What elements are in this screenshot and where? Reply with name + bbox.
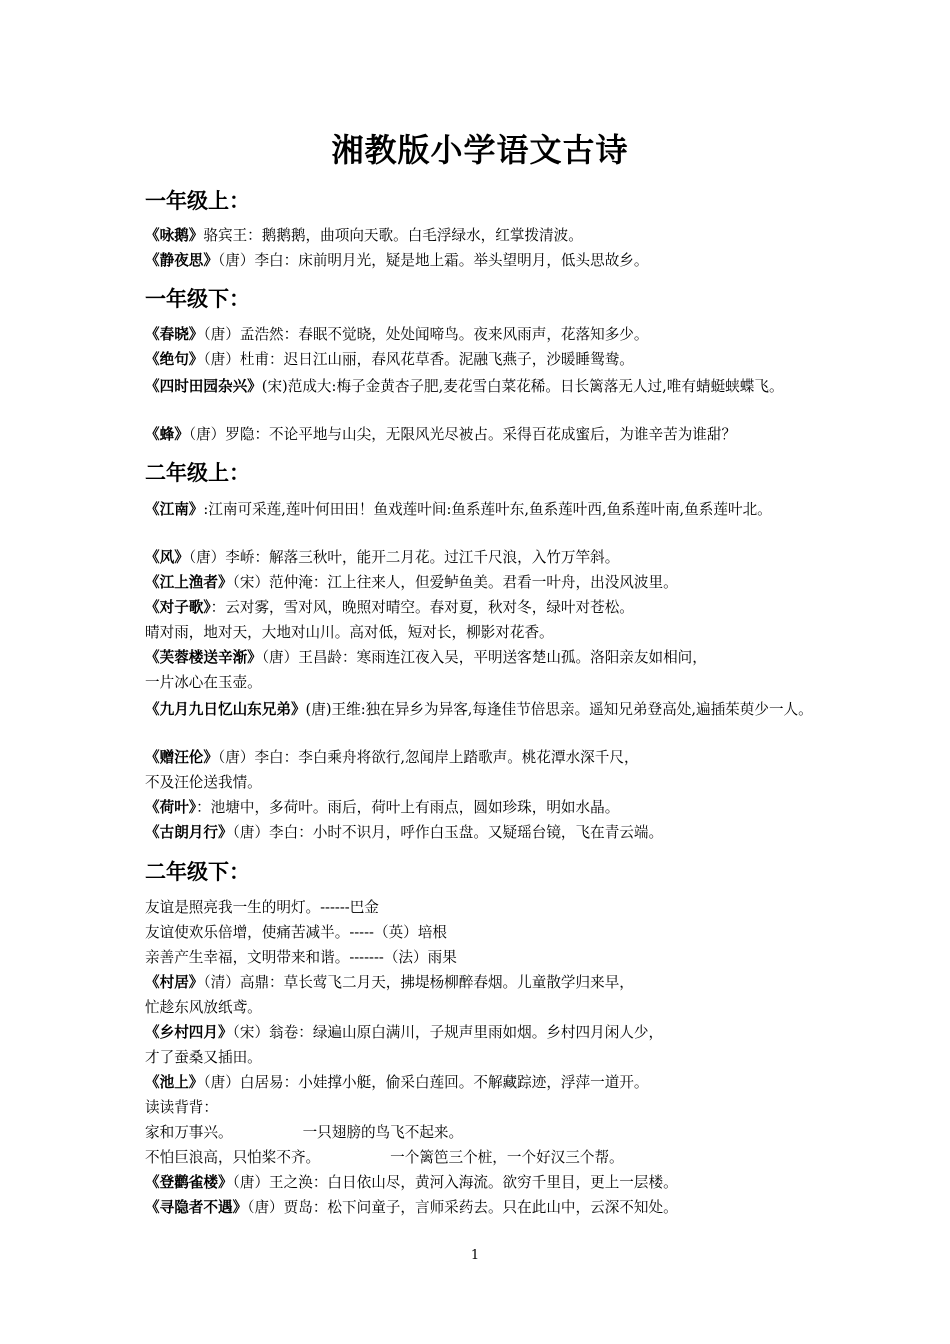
poem-title: 《蜂》 — [145, 426, 189, 443]
poem-line — [145, 822, 815, 844]
poem-text: ：云对雾，雪对风，晚照对晴空。春对夏，秋对冬，绿叶对苍松。 — [210, 599, 634, 616]
page-number: 1 — [470, 1248, 480, 1263]
page-title: 湘教版小学语文古诗 — [331, 131, 629, 169]
poem-text: 友谊是照亮我一生的明灯。------巴金 — [145, 899, 379, 916]
poem-text: （唐）贾岛：松下问童子，言师采药去。只在此山中，云深不知处。 — [247, 1199, 678, 1216]
poem-title: 《绝句》 — [145, 351, 204, 368]
section-heading-grade2-up: 二年级上： — [145, 461, 250, 485]
poem-line — [145, 250, 815, 272]
poem-text: 一片冰心在玉壶。 — [145, 674, 262, 691]
poem-line — [145, 697, 815, 722]
poem-line — [145, 672, 815, 694]
poem-text: （唐）王之涣：白日依山尽，黄河入海流。欲穷千里目，更上一层楼。 — [232, 1174, 678, 1191]
poem-line — [145, 1097, 815, 1119]
quote-line — [145, 947, 815, 969]
poem-text: 友谊使欢乐倍增，使痛苦减半。-----（英）培根 — [145, 924, 447, 941]
poem-line — [145, 772, 815, 794]
poem-title: 《静夜思》 — [145, 252, 218, 269]
poem-line — [145, 997, 815, 1019]
poem-text: （唐）王昌龄：寒雨连江夜入吴，平明送客楚山孤。洛阳亲友如相问， — [261, 649, 707, 666]
proverb-text: 一只翅膀的鸟飞不起来。 — [302, 1124, 464, 1141]
poem-title: 《芙蓉楼送辛渐》 — [145, 649, 262, 666]
poem-text: 亲善产生幸福，文明带来和谐。-------（法）雨果 — [145, 949, 457, 966]
poem-line — [145, 797, 815, 819]
poem-line — [145, 597, 815, 619]
poem-text: （唐）李峤：解落三秋叶，能开二月花。过江千尺浪，入竹万竿斜。 — [188, 549, 620, 566]
poem-line — [145, 225, 815, 247]
poem-text: 读读背背： — [145, 1099, 218, 1116]
proverb-text: 一个篱笆三个桩，一个好汉三个帮。 — [390, 1149, 624, 1166]
poem-text: （唐）李白：小时不识月，呼作白玉盘。又疑瑶台镜，飞在青云端。 — [232, 824, 664, 841]
poem-line — [145, 647, 815, 669]
poem-text: 才了蚕桑又插田。 — [145, 1049, 262, 1066]
poem-title: 《乡村四月》 — [145, 1024, 233, 1041]
proverb-text: 不怕巨浪高，只怕桨不齐。 — [145, 1149, 321, 1166]
poem-title: 《寻隐者不遇》 — [145, 1199, 248, 1216]
poem-text: (唐)王维:独在异乡为异客,每逢佳节倍思亲。遥知兄弟登高处,遍插茱萸少一人。 — [305, 701, 813, 718]
poem-line — [145, 622, 815, 644]
section-heading-grade1-up: 一年级上： — [145, 189, 250, 213]
poem-title: 《村居》 — [145, 974, 204, 991]
poem-title: 《四时田园杂兴》 — [145, 378, 262, 395]
poem-title: 《江南》 — [145, 501, 204, 518]
poem-line — [145, 374, 815, 399]
poem-text: 骆宾王：鹅鹅鹅，曲项向天歌。白毛浮绿水，红掌拨清波。 — [203, 227, 583, 244]
poem-text: （唐）罗隐：不论平地与山尖，无限风光尽被占。采得百花成蜜后，为谁辛苦为谁甜？ — [188, 426, 737, 443]
poem-text: （唐）李白：李白乘舟将欲行,忽闻岸上踏歌声。桃花潭水深千尺， — [217, 749, 639, 766]
poem-title: 《咏鹅》 — [145, 227, 204, 244]
poem-text: （唐）孟浩然：春眠不觉晓，处处闻啼鸟。夜来风雨声，花落知多少。 — [203, 326, 649, 343]
poem-title: 《春晓》 — [145, 326, 204, 343]
section-heading-grade2-down: 二年级下： — [145, 860, 250, 884]
proverb-line — [145, 1147, 815, 1169]
poem-text: 晴对雨，地对天，大地对山川。高对低，短对长，柳影对花香。 — [145, 624, 554, 641]
poem-title: 《荷叶》 — [145, 799, 197, 816]
poem-line — [145, 747, 815, 769]
proverb-line — [145, 1122, 815, 1144]
poem-line — [145, 324, 815, 346]
poem-text: （唐）李白：床前明月光，疑是地上霜。举头望明月，低头思故乡。 — [217, 252, 649, 269]
poem-title: 《登鹳雀楼》 — [145, 1174, 233, 1191]
poem-title: 《古朗月行》 — [145, 824, 233, 841]
poem-text: （宋）范仲淹：江上往来人，但爱鲈鱼美。君看一叶舟，出没风波里。 — [232, 574, 678, 591]
poem-title: 《九月九日忆山东兄弟》 — [145, 701, 306, 718]
poem-line — [145, 1022, 815, 1044]
poem-text: ：池塘中，多荷叶。雨后，荷叶上有雨点，圆如珍珠，明如水晶。 — [196, 799, 620, 816]
poem-title: 《风》 — [145, 549, 189, 566]
quote-line — [145, 922, 815, 944]
poem-line — [145, 1172, 815, 1194]
poem-text: （唐）白居易：小娃撑小艇，偷采白莲回。不解藏踪迹，浮萍一道开。 — [203, 1074, 649, 1091]
poem-line — [145, 1047, 815, 1069]
proverb-text: 家和万事兴。 — [145, 1124, 233, 1141]
poem-line — [145, 1072, 815, 1094]
poem-line — [145, 1197, 815, 1219]
poem-line — [145, 547, 815, 569]
poem-text: （宋）翁卷：绿遍山原白满川，子规声里雨如烟。乡村四月闲人少， — [232, 1024, 664, 1041]
quote-line — [145, 897, 815, 919]
poem-text: （唐）杜甫：迟日江山丽，春风花草香。泥融飞燕子，沙暖睡鸳鸯。 — [203, 351, 634, 368]
poem-text: :江南可采莲,莲叶何田田！鱼戏莲叶间:鱼系莲叶东,鱼系莲叶西,鱼系莲叶南,鱼系莲叶北。 — [203, 501, 772, 518]
poem-line — [145, 972, 815, 994]
poem-line — [145, 424, 815, 446]
poem-text: (宋)范成大:梅子金黄杏子肥,麦花雪白菜花稀。日长篱落无人过,唯有蜻蜓蛱蝶飞。 — [261, 378, 784, 395]
poem-line — [145, 497, 815, 522]
poem-line — [145, 349, 815, 371]
section-heading-grade1-down: 一年级下： — [145, 287, 250, 311]
poem-text: 不及汪伦送我情。 — [145, 774, 262, 791]
poem-text: 忙趁东风放纸鸢。 — [145, 999, 262, 1016]
poem-title: 《江上渔者》 — [145, 574, 233, 591]
poem-title: 《对子歌》 — [145, 599, 211, 616]
poem-line — [145, 572, 815, 594]
poem-title: 《赠汪伦》 — [145, 749, 218, 766]
poem-text: （清）高鼎：草长莺飞二月天，拂堤杨柳醉春烟。儿童散学归来早， — [203, 974, 634, 991]
poem-title: 《池上》 — [145, 1074, 204, 1091]
